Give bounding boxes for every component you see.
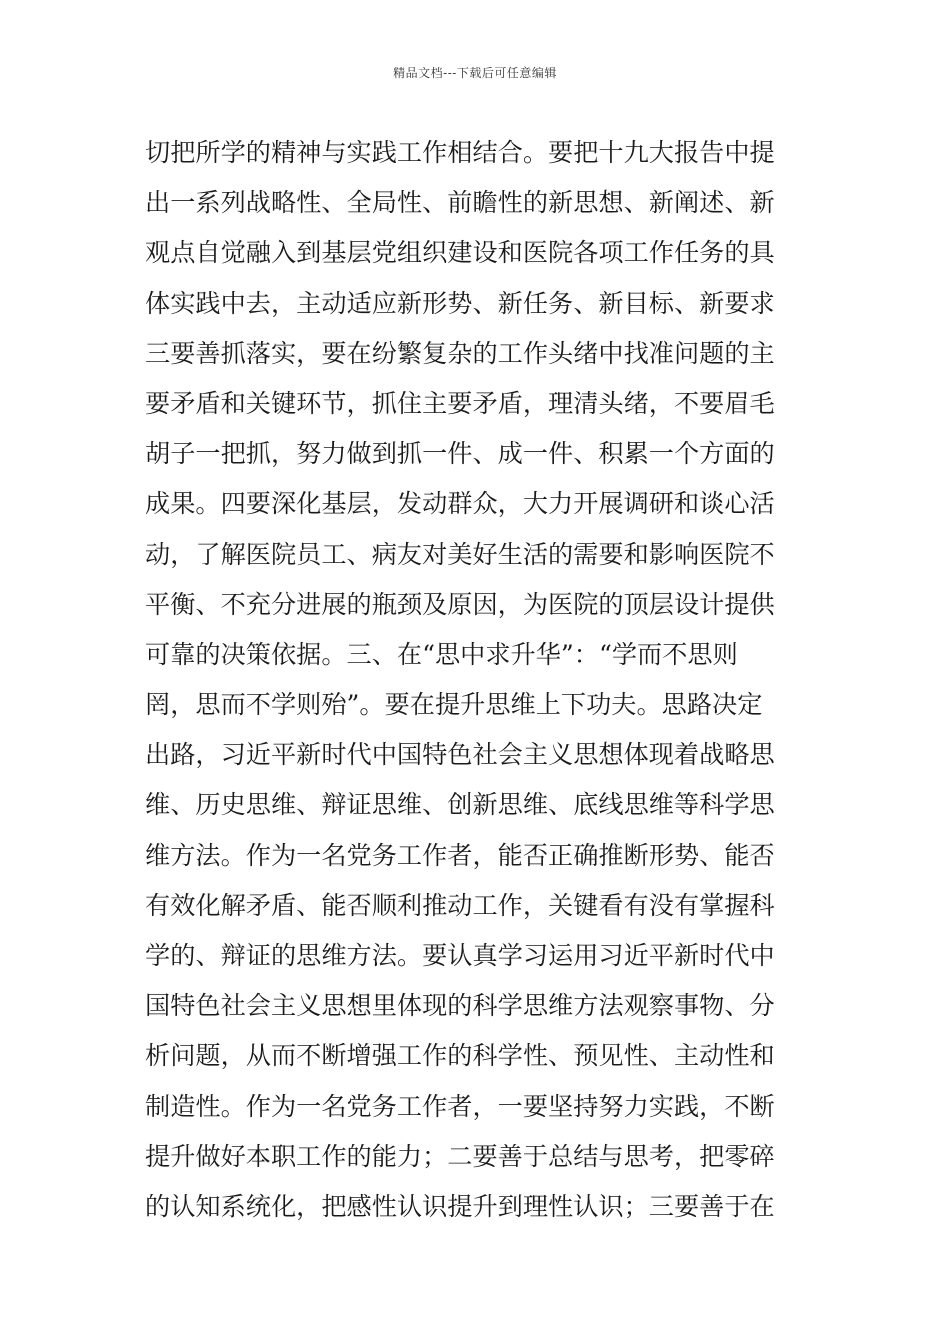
text-line: 平衡、不充分进展的瓶颈及原因，为医院的顶层设计提供 bbox=[145, 589, 775, 619]
text-line: 制造性。作为一名党务工作者，一要坚持努力实践，不断 bbox=[145, 1091, 775, 1121]
text-line: 切把所学的精神与实践工作相结合。要把十九大报告中提 bbox=[145, 138, 775, 167]
text-line: 维、历史思维、辩证思维、创新思维、底线思维等科学思 bbox=[145, 790, 775, 820]
text-line: 罔，思而不学则殆”。要在提升思维上下功夫。思路决定 bbox=[145, 690, 763, 720]
text-line: 可靠的决策依据。三、在“思中求升华”：“学而不思则 bbox=[145, 639, 738, 669]
page-header: 精品文档---下载后可任意编辑 bbox=[393, 66, 557, 80]
text-line: 有效化解矛盾、能否顺利推动工作，关键看有没有掌握科 bbox=[145, 890, 775, 920]
body-text bbox=[145, 128, 807, 1232]
text-line: 三要善抓落实，要在纷繁复杂的工作头绪中找准问题的主 bbox=[145, 338, 775, 368]
text-line: 提升做好本职工作的能力；二要善于总结与思考，把零碎 bbox=[145, 1141, 775, 1171]
text-line: 动，了解医院员工、病友对美好生活的需要和影响医院不 bbox=[145, 539, 775, 569]
text-line: 析问题，从而不断增强工作的科学性、预见性、主动性和 bbox=[145, 1041, 775, 1071]
text-line: 维方法。作为一名党务工作者，能否正确推断形势、能否 bbox=[145, 840, 775, 870]
text-line: 胡子一把抓，努力做到抓一件、成一件、积累一个方面的 bbox=[145, 439, 775, 469]
text-line: 学的、辩证的思维方法。要认真学习运用习近平新时代中 bbox=[145, 941, 775, 970]
text-line: 国特色社会主义思想里体现的科学思维方法观察事物、分 bbox=[145, 991, 775, 1021]
text-line: 体实践中去，主动适应新形势、新任务、新目标、新要求 bbox=[145, 288, 775, 318]
text-line: 观点自觉融入到基层党组织建设和医院各项工作任务的具 bbox=[145, 238, 775, 268]
text-line: 出一系列战略性、全局性、前瞻性的新思想、新阐述、新 bbox=[145, 188, 775, 218]
text-line: 成果。四要深化基层，发动群众，大力开展调研和谈心活 bbox=[145, 489, 775, 519]
text-line: 的认知系统化，把感性认识提升到理性认识；三要善于在 bbox=[145, 1191, 775, 1221]
text-line: 出路，习近平新时代中国特色社会主义思想体现着战略思 bbox=[145, 740, 775, 770]
text-line: 要矛盾和关键环节，抓住主要矛盾，理清头绪，不要眉毛 bbox=[145, 388, 775, 418]
